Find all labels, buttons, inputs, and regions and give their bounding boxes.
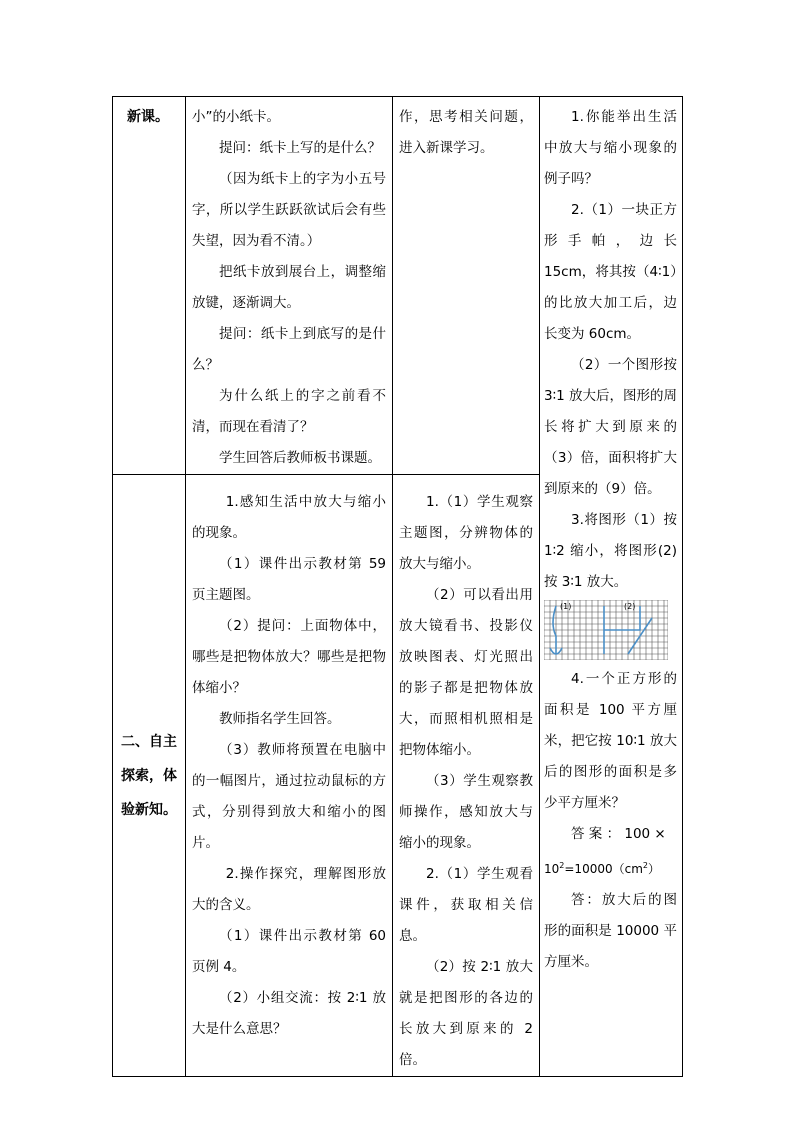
answer-formula: $10^2=10000(cm^2)$	[544, 861, 661, 876]
paragraph: 小”的小纸卡。	[192, 109, 280, 125]
paragraph: 学生回答后教师板书课题。	[219, 450, 381, 466]
paragraph: 1.你能举出生活中放大与缩小现象的例子吗？	[544, 109, 677, 187]
paragraph: 提问：纸卡上到底写的是什么？	[192, 326, 386, 373]
stage-title: 新课。	[127, 109, 169, 125]
paragraph: （2）可以看出用放大镜看书、投影仪放映图表、灯光照出的影子都是把物体放大，而照相机照相是把物体缩小。	[399, 587, 533, 758]
grid-figure	[544, 600, 668, 660]
paragraph: （因为纸卡上的字为小五号字，所以学生跃跃欲试后会有些失望，因为看不清。）	[192, 171, 386, 249]
lesson-plan-table	[112, 96, 683, 1077]
student-activity-cell	[393, 475, 540, 1077]
paragraph: 作，思考相关问题，进入新课学习。	[399, 109, 533, 156]
paragraph: 教师指名学生回答。	[219, 711, 341, 727]
exercise-cell	[540, 97, 683, 1077]
answer-line: 答 案 ： 100 ×	[571, 826, 666, 842]
paragraph: 答：放大后的图形的面积是 10000 平方厘米。	[544, 892, 677, 970]
paragraph: 3.将图形（1）按 1∶2 缩小，将图形(2)按 3∶1 放大。	[544, 512, 677, 590]
paragraph: 提问：纸卡上写的是什么？	[219, 140, 381, 156]
paragraph: 2.（1）学生观看课件，获取相关信息。	[399, 866, 533, 944]
paragraph: 把纸卡放到展台上，调整缩放键，逐渐调大。	[192, 264, 386, 311]
stage-cell	[113, 97, 186, 475]
paragraph: （2）一个图形按 3∶1 放大后，图形的周长将扩大到原来的（3）倍，面积将扩大到原来的（9）倍。	[544, 357, 677, 497]
student-activity-cell	[393, 97, 540, 475]
paragraph: （1）课件出示教材第 59 页主题图。	[192, 556, 386, 603]
paragraph: 1.感知生活中放大与缩小的现象。	[192, 494, 386, 541]
paragraph: （2）按 2∶1 放大就是把图形的各边的长放大到原来的 2 倍。	[399, 959, 533, 1068]
teacher-activity-cell	[186, 97, 393, 475]
paragraph: （2）提问：上面物体中，哪些是把物体放大？哪些是把物体缩小？	[192, 618, 386, 696]
paragraph: （2）小组交流：按 2∶1 放大是什么意思？	[192, 990, 386, 1037]
paragraph: 4.一个正方形的面积是 100 平方厘米，把它按 10∶1 放大后的图形的面积是多少平方厘米？	[544, 671, 677, 811]
stage-title: 二、自主探索，体验新知。	[121, 733, 177, 818]
figure-label-2: (2)	[624, 602, 636, 611]
paragraph: 1.（1）学生观察主题图，分辨物体的放大与缩小。	[399, 494, 533, 572]
paragraph: 为什么纸上的字之前看不清，而现在看清了？	[192, 388, 386, 435]
figure-label-1: (1)	[560, 602, 572, 611]
teacher-activity-cell	[186, 475, 393, 1077]
paragraph: 2.（1）一块正方形手帕，边长 15cm，将其按（4∶1）的比放大加工后，边长变为 60cm。	[544, 202, 677, 342]
paragraph: （1）课件出示教材第 60 页例 4。	[192, 928, 386, 975]
paragraph: （3）学生观察教师操作，感知放大与缩小的现象。	[399, 773, 533, 851]
paragraph: 2.操作探究，理解图形放大的含义。	[192, 866, 386, 913]
paragraph: （3）教师将预置在电脑中的一幅图片，通过拉动鼠标的方式，分别得到放大和缩小的图片。	[192, 742, 386, 851]
stage-cell	[113, 475, 186, 1077]
table-row	[113, 97, 683, 475]
